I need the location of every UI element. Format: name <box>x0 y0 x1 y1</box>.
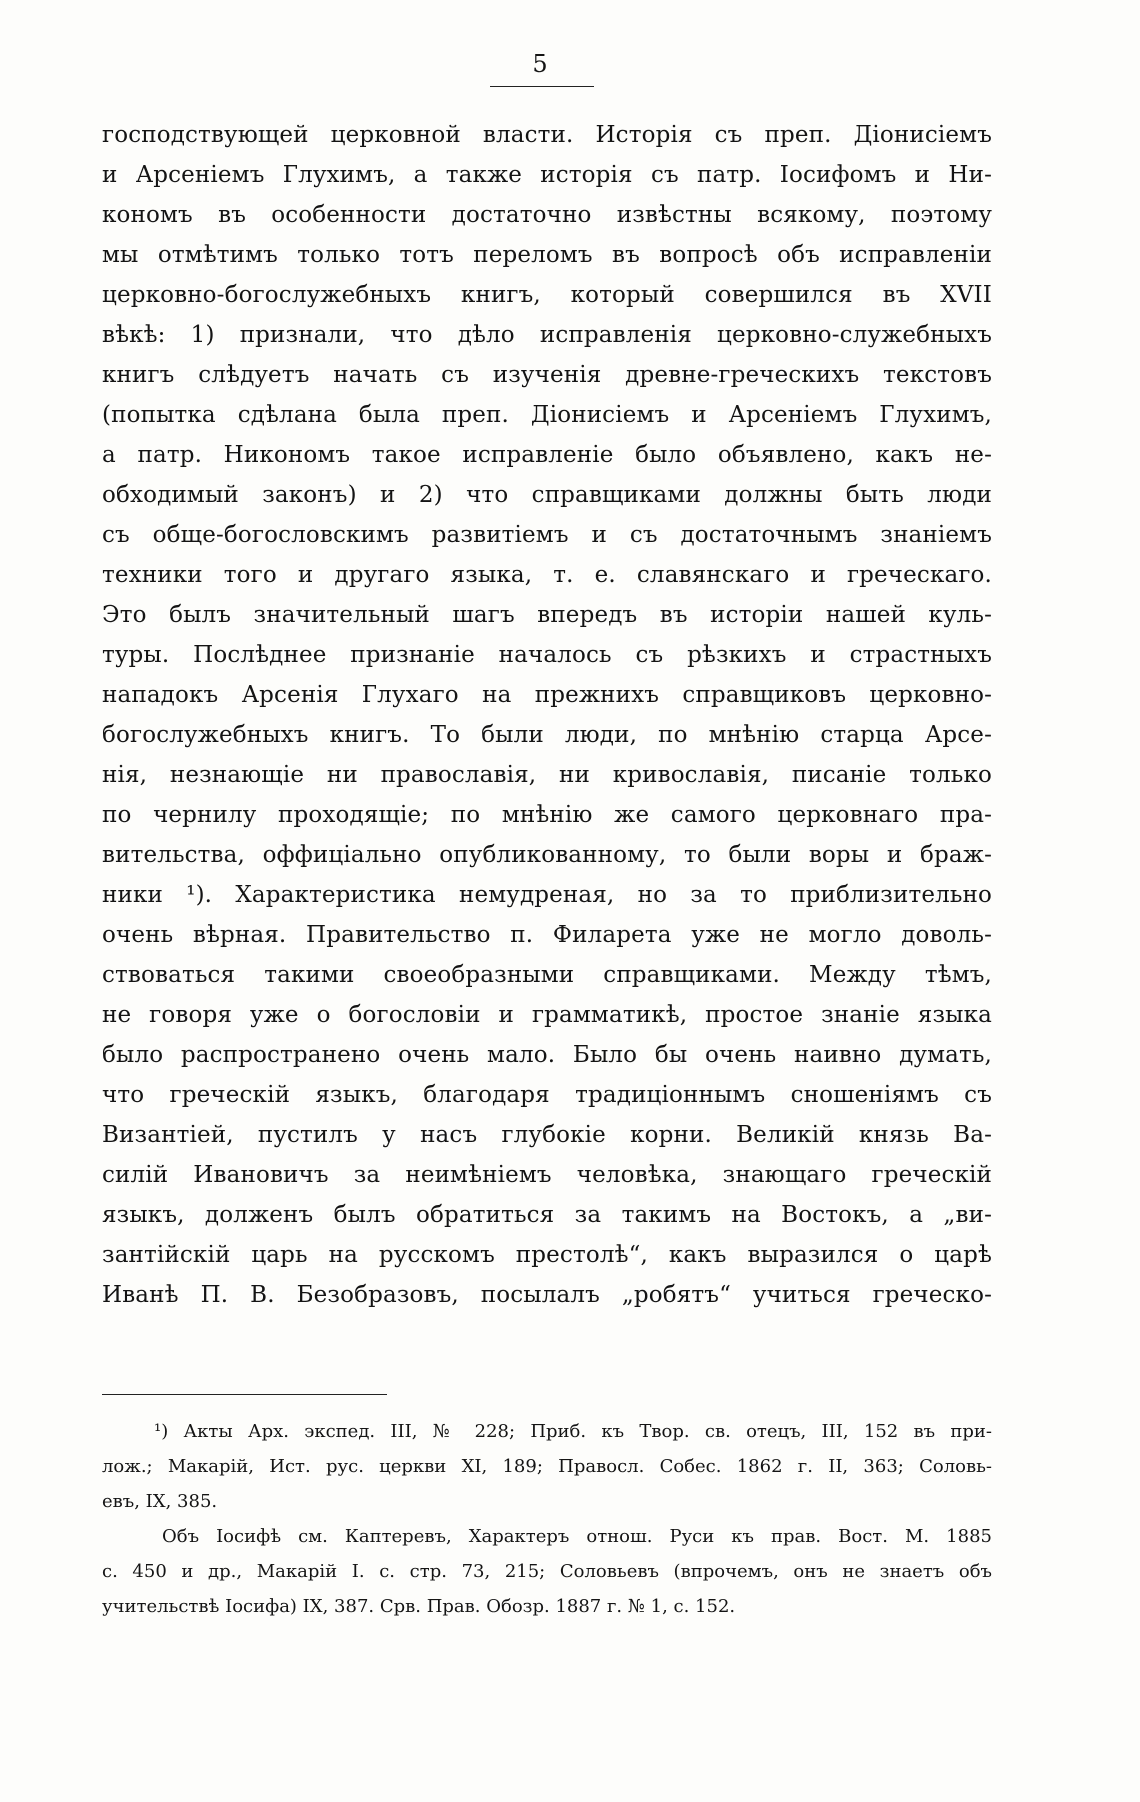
text-line: а патр. Никономъ такое исправленіе было объявлено, какъ не- <box>102 442 992 468</box>
text-line: техники того и другаго языка, т. е. славянскаго и греческаго. <box>102 562 992 588</box>
text-line: языкъ, долженъ былъ обратиться за такимъ на Востокъ, а „ви- <box>102 1202 992 1228</box>
text-line: не говоря уже о богословіи и грамматикѣ, простое знаніе языка <box>102 1002 992 1028</box>
footnote-line: учительствѣ Іосифа) IX, 387. Срв. Прав. Обозр. 1887 г. № 1, с. 152. <box>102 1596 736 1617</box>
text-line: мы отмѣтимъ только тотъ переломъ въ вопросѣ объ исправленіи <box>102 242 992 268</box>
text-line: вѣкѣ: 1) признали, что дѣло исправленія церковно-служебныхъ <box>102 322 992 348</box>
text-line: ники ¹). Характеристика немудреная, но за то приблизительно <box>102 882 992 908</box>
text-line: Византіей, пустилъ у насъ глубокіе корни. Великій князь Ва- <box>102 1122 992 1148</box>
text-line: богослужебныхъ книгъ. То были люди, по мнѣнію старца Арсе- <box>102 722 992 748</box>
text-line: зантійскій царь на русскомъ престолѣ“, какъ выразился о царѣ <box>102 1242 992 1268</box>
page-number: 5 <box>532 50 548 78</box>
text-line: очень вѣрная. Правительство п. Филарета уже не могло доволь- <box>102 922 992 948</box>
text-line: кономъ въ особенности достаточно извѣстны всякому, поэтому <box>102 202 992 228</box>
page-number-rule <box>490 86 594 87</box>
footnote-separator <box>102 1394 387 1395</box>
text-line: Иванѣ П. В. Безобразовъ, посылалъ „робятъ“ учиться греческо- <box>102 1282 992 1308</box>
text-line: что греческій языкъ, благодаря традиціоннымъ сношеніямъ съ <box>102 1082 992 1108</box>
text-line: церковно-богослужебныхъ книгъ, который совершился въ XVII <box>102 282 992 308</box>
footnote-line: евъ, IX, 385. <box>102 1491 218 1512</box>
footnote-line: ¹) Акты Арх. экспед. III, № 228; Приб. къ Твор. св. отецъ, III, 152 въ при- <box>154 1421 992 1442</box>
text-line: и Арсеніемъ Глухимъ, а также исторія съ патр. Іосифомъ и Ни- <box>102 162 992 188</box>
text-line: нія, незнающіе ни православія, ни кривославія, писаніе только <box>102 762 992 788</box>
footnote-line: лож.; Макарій, Ист. рус. церкви XI, 189; Правосл. Собес. 1862 г. II, 363; Соловь- <box>102 1456 992 1477</box>
text-line: по чернилу проходящіе; по мнѣнію же самого церковнаго пра- <box>102 802 992 828</box>
body-text <box>102 115 992 1315</box>
text-line: ствоваться такими своеобразными справщиками. Между тѣмъ, <box>102 962 992 988</box>
text-line: нападокъ Арсенія Глухаго на прежнихъ справщиковъ церковно- <box>102 682 992 708</box>
text-line: туры. Послѣднее признаніе началось съ рѣзкихъ и страстныхъ <box>102 642 992 668</box>
text-line: обходимый законъ) и 2) что справщиками должны быть люди <box>102 482 992 508</box>
text-line: съ обще-богословскимъ развитіемъ и съ достаточнымъ знаніемъ <box>102 522 992 548</box>
text-line: Это былъ значительный шагъ впередъ въ исторіи нашей куль- <box>102 602 992 628</box>
text-line: книгъ слѣдуетъ начать съ изученія древне-греческихъ текстовъ <box>102 362 992 388</box>
text-line: было распространено очень мало. Было бы очень наивно думать, <box>102 1042 992 1068</box>
text-line: (попытка сдѣлана была преп. Діонисіемъ и Арсеніемъ Глухимъ, <box>102 402 992 428</box>
text-line: вительства, оффиціально опубликованному, то были воры и браж- <box>102 842 992 868</box>
footnote-line: Объ Іосифѣ см. Каптеревъ, Характеръ отнош. Руси къ прав. Вост. М. 1885 <box>162 1526 992 1547</box>
text-line: силій Ивановичъ за неимѣніемъ человѣка, знающаго греческій <box>102 1162 992 1188</box>
footnotes <box>102 1414 992 1624</box>
footnote-line: с. 450 и др., Макарій I. с. стр. 73, 215; Соловьевъ (впрочемъ, онъ не знаетъ объ <box>102 1561 992 1582</box>
text-line: господствующей церковной власти. Исторія съ преп. Діонисіемъ <box>102 122 992 148</box>
